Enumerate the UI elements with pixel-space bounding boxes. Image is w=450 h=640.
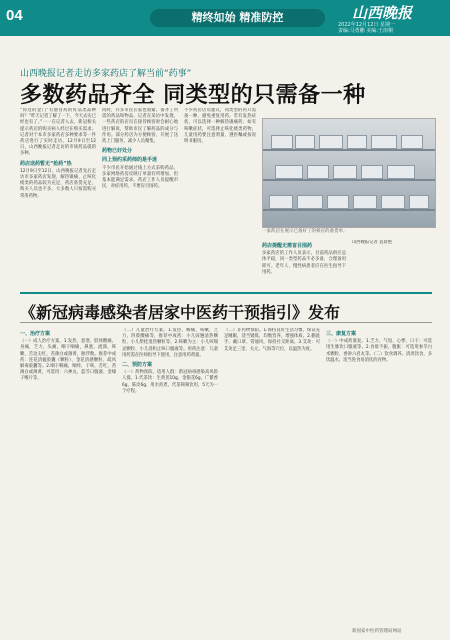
article2-source: 新国家中医药管理局网站 xyxy=(352,629,402,634)
article1-col1-text2: 12月9日至12日，山西晚报记者先后走访市多家药店发现，解热镇痛、止咳化痰类的药品较为充足，药店备货充足，购买人员也不多，大多数人只按需购买常用药物。 xyxy=(20,168,96,199)
article2-col1-subhead: 一、治疗方案 xyxy=(20,331,51,337)
medicine-box xyxy=(295,135,315,149)
medicine-box xyxy=(361,165,383,179)
medicine-box xyxy=(333,165,357,179)
article2-column-1 xyxy=(20,328,116,624)
article2-col1-text: （一）成人治疗方案。1.发热，恶寒，肢体酸痛，身痛，乏力，头痛，咽干咽痛，鼻塞，流涕，咳嗽，舌边尖红，苔薄白或薄黄，脉浮数。推荐中成药：连花清瘟胶囊（颗粒）、金花清感颗粒、疏风解毒胶囊等。2.咽干咽痛，咽痒，干咳，舌红，苔薄白或薄黄，可选用：六神丸、蓝芩口服液、金嗓子喉片等。 xyxy=(20,339,116,382)
article1-column-1 xyxy=(20,108,96,286)
article1-headline: 多数药品齐全 同类型的只需备一种 xyxy=(20,83,366,108)
medicine-box xyxy=(275,165,303,179)
medicine-box xyxy=(381,195,405,209)
article2-col2-subhead: 二、预防方案 xyxy=(122,362,153,369)
shelf-line xyxy=(263,209,435,211)
article2-col4-text: （一）中成药康复。1.乏力、气短、心悸、口干：可选用生脉饮口服液等。2.食欲不振、腹胀：可选用参苓白术颗粒、香砂六君丸等。（二）饮食调养。清淡饮食，多饮温水，适当进食易消化的食物。 xyxy=(326,339,432,363)
newspaper-masthead: 山西晚报 xyxy=(352,4,413,22)
header-slogan: 精终如始 精准防控 xyxy=(150,9,325,27)
article1-col2-text: 同时，许多市民在家也加紧，备齐了所需的药品和物品。记者在采访中发现，一些药店的店员在接待顾客时会耐心地进行解说，帮助市民了解药品的成分与作用。部分药店为方便顾客，开展了送药上门服务，减少人员聚集。 xyxy=(102,108,178,145)
article1-col2-subhead: 药物已好处分 xyxy=(102,148,133,155)
article2-column-3 xyxy=(224,328,320,624)
section-divider xyxy=(20,292,432,294)
medicine-box xyxy=(269,195,293,209)
article1-col2-subhead2: 同上预约采药师的是手迷 xyxy=(102,157,158,164)
medicine-box xyxy=(271,135,293,149)
article1-col3-text: 不少药店店员建议，同类型的药只需备一种，避免重复用药。若有发热症状，可以选择一种解热镇痛药；如有咳嗽症状，可选择止咳化痰类药物。儿童用药要注意剂量，遵医嘱或按说明书服用。 xyxy=(184,108,256,145)
medicine-box xyxy=(307,165,329,179)
article2-col3-text: （二）非药物预防。1.保持良好生活习惯，保证充足睡眠，适当锻炼，均衡营养，增强体质。2.勤洗手、戴口罩、常通风，保持社交距离。3.艾灸：可艾灸足三里、关元、气海等穴位，以温热为度。 xyxy=(224,328,320,352)
medicine-box xyxy=(353,195,377,209)
shelf-line xyxy=(263,149,435,151)
article1-column-5 xyxy=(352,240,432,286)
article1-column-4 xyxy=(262,240,346,286)
article2-col2-text2: （一）药物预防。适用人群：新冠病毒感染高风险人群。1.代茶饮：生黄芪10g，金银花6g，广藿香6g，陈皮6g，用水煎煮，代茶频频饮用，5天为一个疗程。 xyxy=(122,370,218,394)
article1-column-2 xyxy=(102,108,178,286)
medicine-box xyxy=(387,165,415,179)
medicine-box xyxy=(347,135,367,149)
medicine-box xyxy=(409,195,429,209)
medicine-box xyxy=(327,195,349,209)
medicine-box xyxy=(297,195,323,209)
medicine-box xyxy=(401,135,423,149)
medicine-box xyxy=(319,135,343,149)
article2-col4-subhead: 三、康复方案 xyxy=(326,331,357,337)
page-header xyxy=(0,0,450,36)
pharmacy-shelf-photo xyxy=(262,118,436,228)
dateline: 2022年12月12日 星期一 责编:马勇鹏 美编:王雨桐 xyxy=(338,22,396,34)
article2-col2-text: （二）儿童治疗方案。1.发热，咽痛，咳嗽，乏力，四肢酸痛等，推荐中成药：小儿豉翘清热颗粒、小儿柴桂退热颗粒等。2.咳嗽为主：小儿咳喘灵颗粒、小儿消积止咳口服液等。用药注意：儿童用药需在医师指导下使用，注意用药剂量。 xyxy=(122,328,218,358)
shelf-line xyxy=(263,179,435,181)
article1-col4-subhead: 药店提醒无需盲目囤药 xyxy=(262,243,313,249)
article1-col2-text2: 不少市民开始通过线上方式采购药品，多家网络药房反映订单量有所增加，但基本能满足需求。药店工作人员提醒市民，对症用药，不要盲目囤药。 xyxy=(102,165,178,190)
medicine-box xyxy=(371,135,397,149)
article1-column-3 xyxy=(184,108,256,286)
article1-kicker: 山西晚报记者走访多家药店了解当前“药事” xyxy=(20,69,192,79)
page-number: 04 xyxy=(6,7,23,24)
article1-col1-text: “你这的金门”有感冒药的好品类品种吗？”昨天记者了解了一下，今天去实已经也有了。”一一在记者入去，新冠相关提示药店的购买病人经过在购买需求。记者对于本市多家药店多种要求等一件药店进行了实时走访。12月9日至12日，山西晚报记者走访的市场药品就的多种。 xyxy=(20,108,96,157)
title-divider xyxy=(20,322,432,323)
photo-caption: 一家药店在展示已备好了的相应的备货单。 xyxy=(262,229,348,234)
article1-col4-text: 多家药店的工作人员表示，目前药品供应总体平稳，同一类型药品不必多备，合理备用即可。老年人、慢性病患者应在医生指导下用药。 xyxy=(262,251,346,275)
article2-column-2 xyxy=(122,328,218,624)
article1-byline: 山西晚报记者 袁晨艳 xyxy=(352,240,393,245)
article2-column-4 xyxy=(326,328,432,624)
article1-col1-subhead: 药店送药暂无“抢药”热 xyxy=(20,160,72,167)
article2-title: 《新冠病毒感染者居家中医药干预指引》发布 xyxy=(20,303,341,322)
